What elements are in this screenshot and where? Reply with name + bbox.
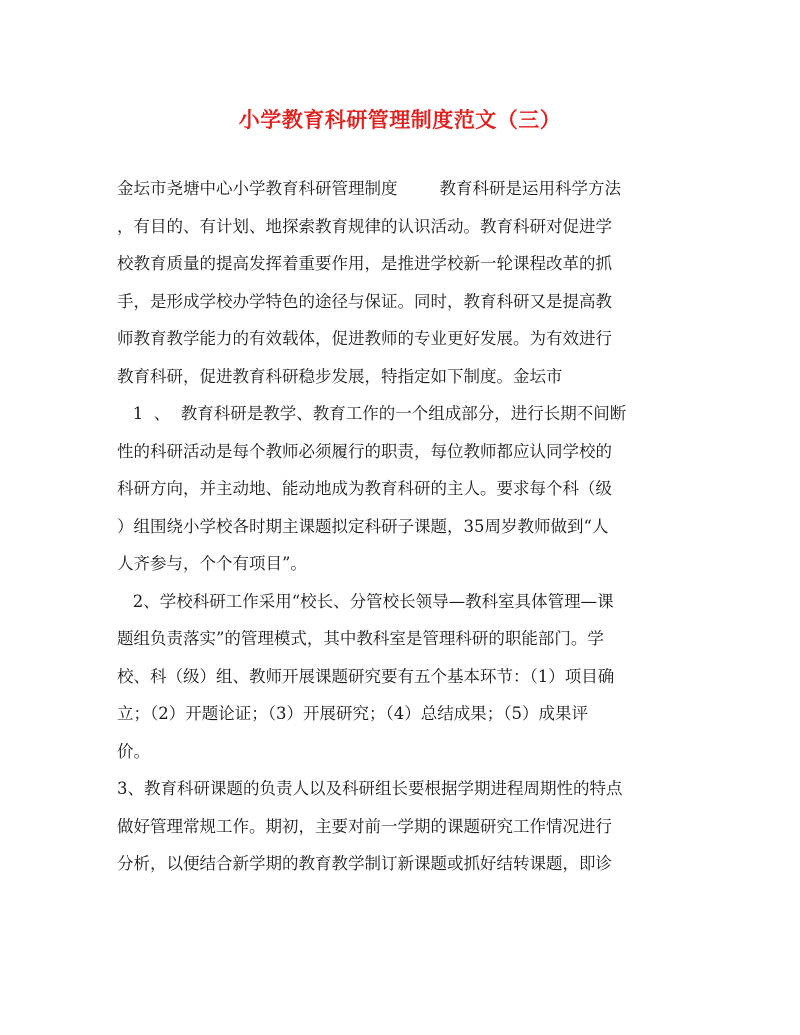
text-line: 性的科研活动是每个教师必须履行的职责，每位教师都应认同学校的 bbox=[117, 441, 612, 461]
text-line: 人齐参与，个个有项目”。 bbox=[117, 554, 307, 573]
text-line: 题组负责落实”的管理模式，其中教科室是管理科研的职能部门。学 bbox=[117, 629, 604, 648]
text-line: ，有目的、有计划、地探索教育规律的认识活动。教育科研对促进学 bbox=[117, 216, 612, 236]
text-line: 价。 bbox=[117, 741, 150, 761]
text-line: 金坛市尧塘中心小学教育科研管理制度 教育科研是运用科学方法 bbox=[117, 179, 621, 198]
text-line: 手，是形成学校办学特色的途径与保证。同时，教育科研又是提高教 bbox=[117, 291, 612, 311]
text-line: 师教育教学能力的有效载体，促进教师的专业更好发展。为有效进行 bbox=[117, 329, 612, 348]
text-line: 做好管理常规工作。期初，主要对前一学期的课题研究工作情况进行 bbox=[117, 816, 612, 836]
text-line: ）组围绕小学校各时期主课题拟定科研子课题，35周岁教师做到“人 bbox=[117, 516, 609, 536]
text-line: 立；（2）开题论证；（3）开展研究；（4）总结成果；（5）成果评 bbox=[117, 704, 588, 723]
text-line: 校教育质量的提高发挥着重要作用，是推进学校新一轮课程改革的抓 bbox=[117, 254, 612, 273]
document-title: 小学教育科研管理制度范文（三） bbox=[238, 107, 562, 132]
text-line: 科研方向，并主动地、能动地成为教育科研的主人。要求每个科（级 bbox=[117, 479, 612, 498]
text-line: 2、学校科研工作采用“校长、分管校长领导—教科室具体管理—课 bbox=[117, 591, 614, 611]
text-line: 校、科（级）组、教师开展课题研究要有五个基本环节：（1）项目确 bbox=[117, 666, 615, 686]
text-line: 3、教育科研课题的负责人以及科研组长要根据学期进程周期性的特点 bbox=[117, 779, 623, 798]
text-line: 1 、 教育科研是教学、教育工作的一个组成部分，进行长期不间断 bbox=[117, 404, 627, 423]
text-line: 分析，以便结合新学期的教育教学制订新课题或抓好结转课题，即诊 bbox=[117, 854, 612, 873]
document-body bbox=[117, 170, 683, 883]
text-line: 教育科研，促进教育科研稳步发展，特指定如下制度。金坛市 bbox=[117, 366, 563, 386]
